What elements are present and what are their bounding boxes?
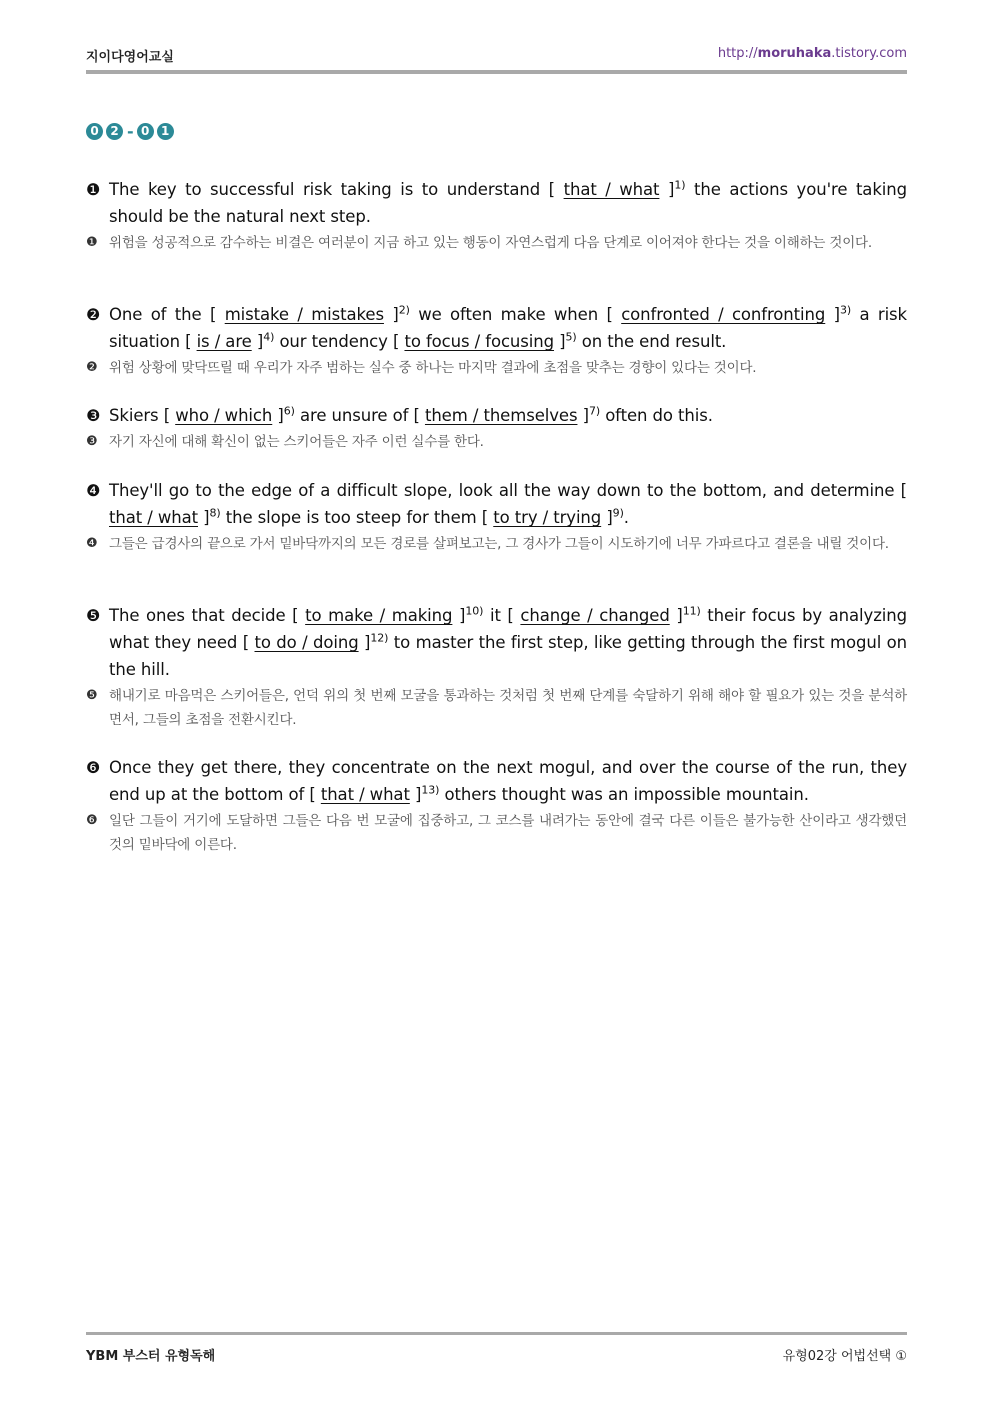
bracket: ] [833, 305, 840, 324]
bracket: ] [256, 332, 264, 351]
question-number: 8) [209, 506, 221, 520]
url-bold: moruhaka [757, 46, 832, 61]
text-segment: the slope is too steep for them [ [220, 508, 489, 527]
translation-number: ❹ [86, 536, 98, 551]
text-segment: The key to successful risk taking is to understand [ [109, 180, 556, 199]
text-segment: their focus by analyzing what they need [ [109, 606, 907, 652]
sentence-text [109, 301, 907, 355]
choice-option[interactable]: to do / doing [254, 633, 359, 652]
translation-text: 위험 상황에 맞닥뜨릴 때 우리가 자주 범하는 실수 중 하나는 마지막 결과에 초점을 맞추는 경향이 있다는 것이다. [109, 360, 757, 376]
korean-translation [86, 532, 907, 556]
text-segment: often do this. [600, 406, 713, 425]
korean-translation [86, 809, 907, 857]
footer-divider [86, 1332, 907, 1335]
sentence-number: ❸ [86, 406, 101, 425]
bracket: ] [582, 406, 589, 425]
choice-option[interactable]: confronted / confronting [621, 305, 826, 324]
choice-option[interactable]: to focus / focusing [404, 332, 555, 351]
question-number: 4) [263, 330, 275, 344]
sentence-number: ❹ [86, 481, 101, 500]
text-segment: Skiers [ [109, 406, 171, 425]
choice-option[interactable]: to try / trying [493, 508, 602, 527]
choice-option[interactable]: is / are [196, 332, 252, 351]
choice-option[interactable]: mistake / mistakes [224, 305, 384, 324]
text-segment: are unsure of [ [294, 406, 420, 425]
translation-number: ❻ [86, 813, 98, 828]
question-number: 2) [398, 303, 410, 317]
header-divider [86, 70, 907, 74]
sentence-text [109, 754, 907, 808]
site-url[interactable] [718, 46, 907, 61]
text-segment: . [623, 508, 629, 527]
sentence-item-2 [86, 301, 907, 380]
text-segment: on the end result. [576, 332, 727, 351]
english-sentence [86, 754, 907, 808]
korean-translation [86, 231, 907, 255]
sentence-text [109, 402, 907, 429]
text-segment: the actions you're taking should be the natural next step. [109, 180, 907, 226]
text-segment: to master the first step, like getting through the first mogul on the hill. [109, 633, 907, 679]
english-sentence [86, 176, 907, 230]
url-suffix: .tistory.com [831, 46, 907, 61]
brand-name: 지이다영어교실 [86, 50, 174, 65]
korean-translation [86, 430, 907, 454]
code-digit: 1 [157, 123, 174, 140]
question-number: 1) [674, 178, 686, 192]
text-segment: we often make when [ [409, 305, 613, 324]
translation-text: 위험을 성공적으로 감수하는 비결은 여러분이 지금 하고 있는 행동이 자연스럽게 다음 단계로 이어져야 한다는 것을 이해하는 것이다. [109, 235, 872, 251]
sentence-number: ❶ [86, 180, 101, 199]
choice-option[interactable]: who / which [175, 406, 273, 425]
lesson-label: 유형02강 어법선택 ① [782, 1349, 907, 1364]
question-number: 11) [682, 604, 701, 618]
sentence-number: ❺ [86, 606, 101, 625]
translation-text: 자기 자신에 대해 확신이 없는 스키어들은 자주 이런 실수를 한다. [109, 434, 484, 450]
code-digit: 2 [106, 123, 123, 140]
bracket: ] [667, 180, 675, 199]
question-number: 10) [465, 604, 484, 618]
text-segment: They'll go to the edge of a difficult slope, look all the way down to the bottom, and determine [ [109, 481, 907, 500]
question-number: 13) [421, 783, 440, 797]
bracket: ] [203, 508, 210, 527]
code-dash: - [127, 121, 134, 141]
text-segment: One of the [ [109, 305, 217, 324]
translation-text: 그들은 급경사의 끝으로 가서 밑바닥까지의 모든 경로를 살펴보고는, 그 경사가 그들이 시도하기에 너무 가파르다고 결론을 내릴 것이다. [109, 536, 889, 552]
translation-number: ❷ [86, 360, 98, 375]
text-segment: it [ [483, 606, 514, 625]
question-number: 5) [565, 330, 577, 344]
korean-translation [86, 356, 907, 380]
translation-number: ❶ [86, 235, 98, 250]
choice-option[interactable]: that / what [109, 508, 198, 527]
translation-number: ❺ [86, 688, 98, 703]
text-segment: others thought was an impossible mountain. [439, 785, 809, 804]
choice-option[interactable]: them / themselves [424, 406, 578, 425]
code-digit: 0 [86, 123, 103, 140]
choice-option[interactable]: that / what [320, 785, 410, 804]
book-title: YBM 부스터 유형독해 [86, 1349, 216, 1364]
translation-text: 일단 그들이 거기에 도달하면 그들은 다음 번 모굴에 집중하고, 그 코스를 내려가는 동안에 결국 다른 이들은 불가능한 산이라고 생각했던 것의 밑바닥에 이른다. [109, 813, 907, 853]
bracket: ] [559, 332, 566, 351]
section-code [86, 120, 177, 142]
english-sentence [86, 402, 907, 429]
choice-option[interactable]: that / what [563, 180, 660, 199]
bracket: ] [392, 305, 399, 324]
sentence-text [109, 602, 907, 683]
sentence-item-3 [86, 402, 907, 454]
sentence-text [109, 477, 907, 531]
sentence-number: ❻ [86, 758, 101, 777]
korean-translation [86, 684, 907, 732]
url-prefix: http:// [717, 46, 758, 61]
english-sentence [86, 301, 907, 355]
sentence-item-5 [86, 602, 907, 732]
english-sentence [86, 602, 907, 683]
translation-number: ❸ [86, 434, 98, 449]
bracket: ] [676, 606, 683, 625]
sentence-item-4 [86, 477, 907, 556]
text-segment: our tendency [ [274, 332, 400, 351]
translation-text: 해내기로 마음먹은 스키어들은, 언덕 위의 첫 번째 모굴을 통과하는 것처럼 첫 번째 단계를 숙달하기 위해 해야 할 필요가 있는 것을 분석하면서, 그들의 초점을 전환시킨다. [109, 688, 907, 728]
sentence-item-6 [86, 754, 907, 857]
bracket: ] [606, 508, 613, 527]
text-segment: The ones that decide [ [109, 606, 299, 625]
bracket: ] [459, 606, 466, 625]
bracket: ] [364, 633, 371, 652]
sentence-number: ❷ [86, 305, 101, 324]
english-sentence [86, 477, 907, 531]
question-number: 7) [588, 404, 601, 418]
sentence-text [109, 176, 907, 230]
text-segment: a risk situation [ [109, 305, 908, 351]
choice-option[interactable]: change / changed [520, 606, 670, 625]
question-number: 9) [612, 506, 624, 520]
page-footer [86, 1343, 907, 1365]
sentence-item-1 [86, 176, 907, 255]
page-header [86, 44, 907, 66]
question-number: 3) [840, 303, 852, 317]
code-digit: 0 [137, 123, 154, 140]
bracket: ] [277, 406, 284, 425]
choice-option[interactable]: to make / making [305, 606, 453, 625]
bracket: ] [414, 785, 422, 804]
question-number: 12) [370, 631, 389, 645]
text-segment: Once they get there, they concentrate on the next mogul, and over the course of the run, they end up at the bottom of [ [109, 758, 907, 804]
question-number: 6) [283, 404, 295, 418]
